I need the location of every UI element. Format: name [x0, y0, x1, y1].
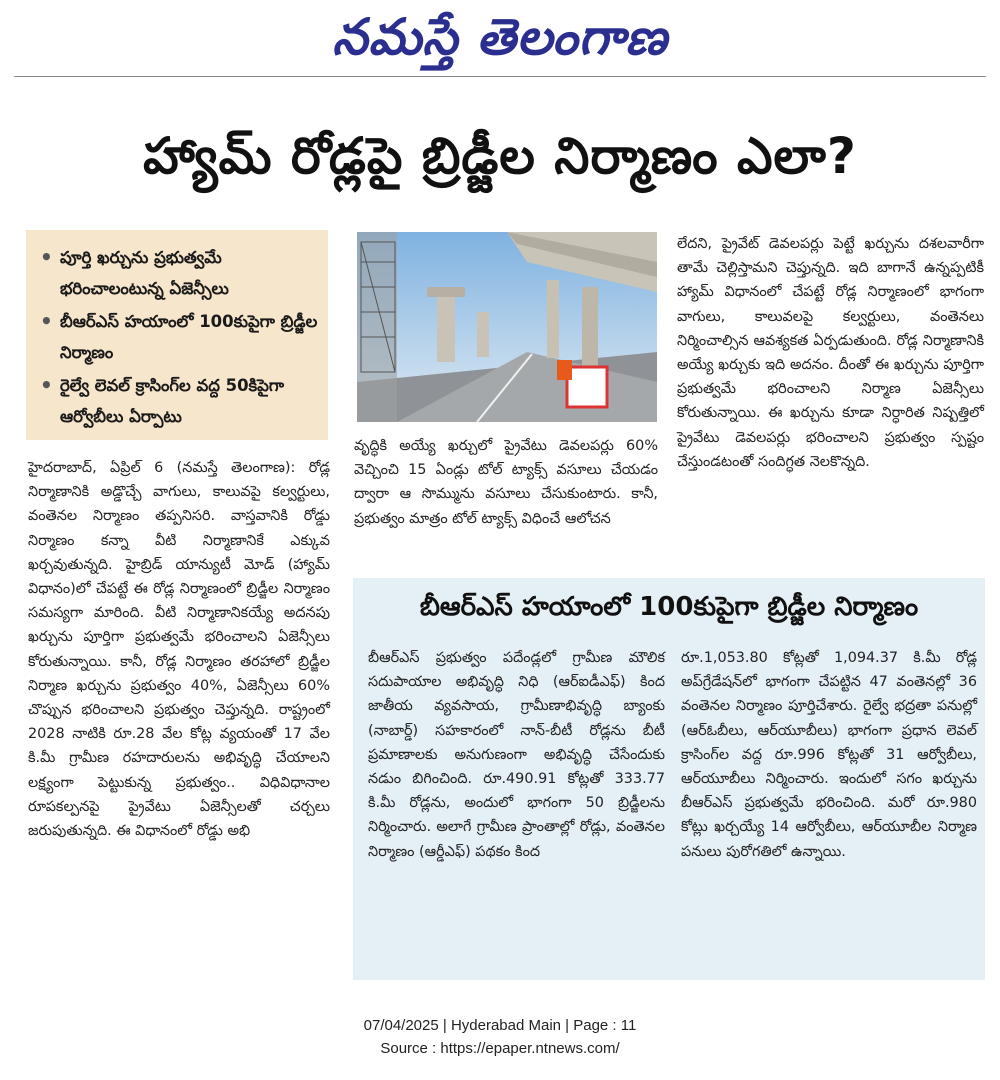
highlight-item: • పూర్తి ఖర్చును ప్రభుత్వమే భరించాలంటున్న ఏజెన్సీలు — [40, 242, 318, 304]
article-text: హైదరాబాద్, ఏప్రిల్ 6 (నమస్తే తెలంగాణ): రోడ్ల నిర్మాణానికి అడ్డొచ్చే వాగులు, కాలువపై కల్వర్టులు, వంతెనల నిర్మాణం తప్పనిసరి. వాస్తవానికి రోడ్డు నిర్మాణం కన్నా వీటి నిర్మాణానికే ఎక్కువ ఖర్చవుతున్నది. హైబ్రిడ్ యాన్యుటీ మోడ్ (హ్యామ్ విధానం)లో చేపట్టే ఈ రోడ్ల నిర్మాణంలో బ్రిడ్జీల నిర్మాణం సమస్యగా మారింది. వీటి నిర్మాణానికయ్యే అదనపు ఖర్చును పూర్తిగా ప్రభుత్వమే భరించాలని ఏజెన్సీలు కోరుతున్నాయి. కానీ, రోడ్ల నిర్మాణం తరహాలో బ్రిడ్జీల నిర్మాణ ఖర్చును ప్రభుత్వం 40%, ఏజెన్సీలు 60% చొప్పున భరించాలని ప్రభుత్వం చెప్తున్నది. రాష్ట్రంలో 2028 నాటికి రూ.28 వేల కోట్ల వ్యయంతో 17 వేల కి.మీ గ్రామీణ రహదారులను అభివృద్ధి చేయాలని లక్ష్యంగా పెట్టుకున్న ప్రభుత్వం.. విధివిధానాల రూపకల్పనపై ప్రైవేటు ఏజెన్సీలతో చర్చలు జరుపుతున్నది. ఈ విధానంలో రోడ్డు అభి — [28, 460, 330, 840]
flyover-photo — [357, 232, 657, 422]
article-text: లేదని, ప్రైవేట్ డెవలపర్లు పెట్టే ఖర్చును దశలవారీగా తామే చెల్లిస్తామని చెప్తున్నది. ఇది బాగానే ఉన్నప్పటికీ హ్యామ్ విధానంలో చేపట్టే రోడ్ల నిర్మాణంలో భాగంగా వాగులు, కాలువలపై కల్వర్టులు, వంతెనలు నిర్మించాల్సిన ఆవశ్యకత ఏర్పడుతుంది. రోడ్ల నిర్మాణానికి అయ్యే ఖర్చుకు ఇది అదనం. దీంతో ఈ ఖర్చును పూర్తిగా ప్రభుత్వమే భరించాలని నిర్మాణ ఏజెన్సీలు కోరుతున్నాయి. ఈ ఖర్చును కూడా నిర్ధారిత నిష్పత్తిలో ప్రైవేటు డెవలపర్లు భరించాలని ప్రభుత్వం స్పష్టం చేస్తుండటంతో సందిగ్ధత నెలకొన్నది. — [677, 236, 984, 470]
highlight-item: • బీఆర్ఎస్ హయాంలో 100కుపైగా బ్రిడ్జీల నిర్మాణం — [40, 306, 318, 368]
article-text: రూ.1,053.80 కోట్లతో 1,094.37 కి.మీ రోడ్ల అప్‌గ్రేడేషన్‌లో భాగంగా చేపట్టిన 47 వంతెనల్లో 36 వంతెనల నిర్మాణం పూర్తిచేశారు. రైల్వే భద్రతా పనుల్లో (ఆర్ఓబీలు, ఆర్‌యూబీలు) భాగంగా ప్రధాన లెవల్ క్రాసింగ్‌ల వద్ద రూ.996 కోట్లతో 31 ఆర్వోబీలు, ఆర్‌యూబీలు నిర్మించారు. ఇందులో సగం ఖర్చును బీఆర్ఎస్ ప్రభుత్వమే భరించింది. మరో రూ.980 కోట్లు ఖర్చయ్యే 14 ఆర్వోబీలు, ఆర్‌యూబీల నిర్మాణ పనులు పురోగతిలో ఉన్నాయి. — [681, 650, 977, 860]
highlights-box — [26, 230, 328, 440]
headline: హ్యామ్ రోడ్లపై బ్రిడ్జీల నిర్మాణం ఎలా? — [143, 127, 857, 185]
article-column-3 — [677, 232, 984, 474]
flyover-illustration — [357, 232, 657, 422]
highlight-item: • రైల్వే లెవల్ క్రాసింగ్‌ల వద్ద 50కిపైగా ఆర్వోబీలు ఏర్పాటు — [40, 370, 318, 432]
edition-info: 07/04/2025 | Hyderabad Main | Page : 11 — [363, 1017, 637, 1034]
masthead-divider — [14, 76, 986, 77]
sidebar-column-1 — [368, 646, 665, 864]
sidebar-column-2 — [681, 646, 977, 864]
article-text: బీఆర్ఎస్ ప్రభుత్వం పదేండ్లలో గ్రామీణ మౌలిక సదుపాయాల అభివృద్ధి నిధి (ఆర్ఐడీఎఫ్) కింద జాతీయ వ్యవసాయ, గ్రామీణాభివృద్ధి బ్యాంకు (నాబార్డ్) సహకారంలో నాన్-బీటీ రోడ్లను బీటీ ప్రమాణాలకు అనుగుణంగా అభివృద్ధి చేసేందుకు నడుం బిగించింది. రూ.490.91 కోట్లతో 333.77 కి.మీ రోడ్లను, అందులో భాగంగా 50 బ్రిడ్జీలను నిర్మించారు. అలాగే గ్రామీణ ప్రాంతాల్లో రోడ్లు, వంతెనల నిర్మాణం (ఆర్డీఎఫ్) పథకం కింద — [368, 650, 665, 860]
source-link[interactable]: Source : https://epaper.ntnews.com/ — [380, 1040, 620, 1057]
page-footer — [0, 1014, 1000, 1060]
masthead: నమస్తే తెలంగాణ — [332, 7, 668, 66]
article-text: వృద్ధికి అయ్యే ఖర్చులో ప్రైవేటు డెవలపర్లు 60% వెచ్చించి 15 ఏండ్లు టోల్ ట్యాక్స్ వసూలు చేయడం ద్వారా ఆ సొమ్మును వసూలు చేసుకుంటారు. కానీ, ప్రభుత్వం మాత్రం టోల్ ట్యాక్స్ విధించే ఆలోచన — [354, 438, 658, 527]
article-column-1 — [28, 456, 330, 843]
sidebar-story-headline: బీఆర్ఎస్ హయాంలో 100కుపైగా బ్రిడ్జీల నిర్మాణం — [419, 592, 919, 622]
article-column-2 — [354, 434, 658, 531]
